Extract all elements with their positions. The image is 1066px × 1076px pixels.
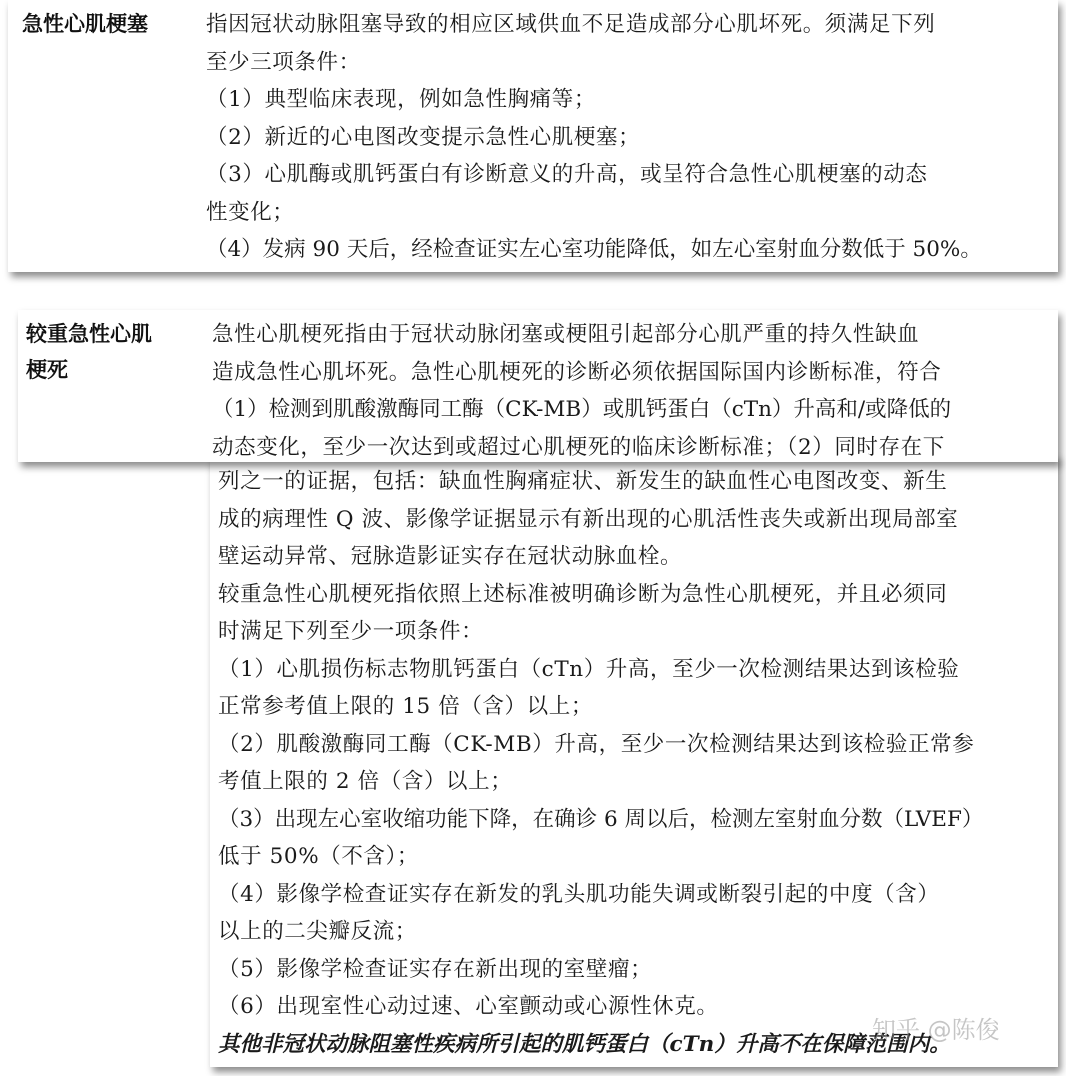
definition-severe-mi-continued [218,463,1056,1063]
text-line: 急性心肌梗死指由于冠状动脉闭塞或梗阻引起部分心肌严重的持久性缺血 [212,322,920,347]
text-line: 指因冠状动脉阻塞导致的相应区域供血不足造成部分心肌坏死。须满足下列 [206,12,936,37]
term-acute-mi: 急性心肌梗塞 [22,12,148,36]
text-line: 正常参考值上限的 15 倍（含）以上； [218,694,593,719]
text-line: （2）肌酸激酶同工酶（CK-MB）升高，至少一次检测结果达到该检验正常参 [218,731,975,757]
text-line: 以上的二尖瓣反流； [218,919,417,944]
text-line: （1）心肌损伤标志物肌钙蛋白（cTn）升高，至少一次检测结果达到该检验 [218,656,960,682]
definition-card-severe-mi [18,310,1058,462]
text-line: 动态变化，至少一次达到或超过心肌梗死的临床诊断标准；（2）同时存在下 [212,434,945,460]
watermark: 知乎 @陈俊 [872,1016,1000,1044]
text-line: （4）影像学检查证实存在新发的乳头肌功能失调或断裂引起的中度（含） [218,881,940,907]
text-line: 成的病理性 Q 波、影像学证据显示有新出现的心肌活性丧失或新出现局部室 [218,506,959,532]
definition-card-severe-mi-continued [210,455,1058,1067]
exclusion-note: 其他非冠状动脉阻塞性疾病所引起的肌钙蛋白（cTn）升高不在保障范围内。 [218,1031,951,1057]
text-line: 时满足下列至少一项条件： [218,619,484,644]
text-line: （3）心肌酶或肌钙蛋白有诊断意义的升高，或呈符合急性心肌梗塞的动态 [206,162,928,187]
text-line: 性变化； [206,199,295,225]
definition-card-acute-mi [8,0,1058,272]
text-line: （4）发病 90 天后，经检查证实左心室功能降低，如左心室射血分数低于 50%。 [206,237,982,262]
text-line: 考值上限的 2 倍（含）以上； [218,769,513,794]
text-line: （1）检测到肌酸激酶同工酶（CK-MB）或肌钙蛋白（cTn）升高和/或降低的 [212,397,952,422]
text-line: （5）影像学检查证实存在新出现的室壁瘤； [218,956,653,982]
definition-severe-mi [212,316,1058,466]
text-line: 壁运动异常、冠脉造影证实存在冠状动脉血栓。 [218,544,683,569]
text-line: （6）出现室性心动过速、心室颤动或心源性休克。 [218,994,719,1019]
term-line: 梗死 [26,358,68,382]
text-line: 至少三项条件： [206,49,361,75]
definition-acute-mi [206,6,1056,269]
text-line: 较重急性心肌梗死指依照上述标准被明确诊断为急性心肌梗死，并且必须同 [218,581,948,607]
text-line: （1）典型临床表现，例如急性胸痛等； [206,87,596,112]
text-line: 造成急性心肌坏死。急性心肌梗死的诊断必须依据国际国内诊断标准，符合 [212,359,942,385]
term-line: 较重急性心肌 [26,322,152,346]
text-line: （3）出现左心室收缩功能下降，在确诊 6 周以后，检测左室射血分数（LVEF） [218,806,984,832]
term-severe-mi [26,316,152,388]
text-line: 列之一的证据，包括：缺血性胸痛症状、新发生的缺血性心电图改变、新生 [218,469,948,494]
text-line: （2）新近的心电图改变提示急性心肌梗塞； [206,124,641,150]
text-line: 低于 50%（不含）； [218,844,419,869]
